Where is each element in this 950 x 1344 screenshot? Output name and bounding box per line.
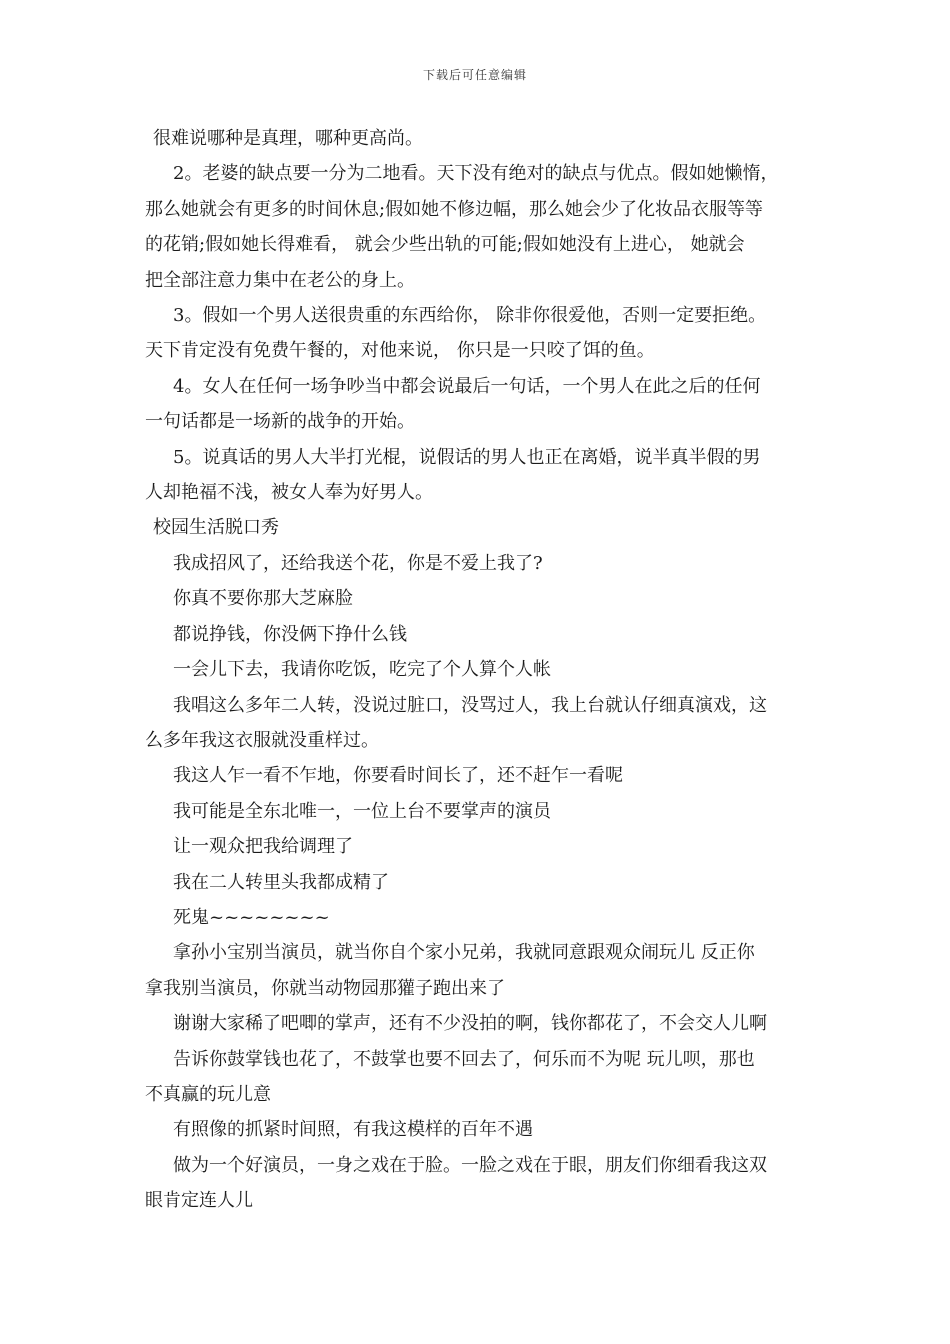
text-line: 有照像的抓紧时间照，有我这模样的百年不遇 (173, 1119, 533, 1141)
text-line: 人却艳福不浅，被女人奉为好男人。 (145, 482, 433, 504)
text-line: 谢谢大家稀了吧唧的掌声，还有不少没拍的啊，钱你都花了，不会交人儿啊 (173, 1013, 767, 1035)
text-line: 2。老婆的缺点要一分为二地看。天下没有绝对的缺点与优点。假如她懒惰， (173, 163, 779, 185)
text-line: 3。假如一个男人送很贵重的东西给你， 除非你很爱他，否则一定要拒绝。 (173, 305, 767, 327)
text-line: 眼肯定连人儿 (145, 1190, 253, 1212)
text-line: 把全部注意力集中在老公的身上。 (145, 269, 415, 291)
text-line: 不真赢的玩儿意 (145, 1083, 271, 1105)
text-line: 都说挣钱，你没俩下挣什么钱 (173, 623, 407, 645)
text-line: 的花销;假如她长得难看， 就会少些出轨的可能;假如她没有上进心， 她就会 (145, 234, 745, 256)
text-line: 很难说哪种是真理，哪种更高尚。 (153, 128, 423, 149)
text-line: 我成招风了，还给我送个花，你是不爱上我了? (173, 552, 543, 574)
text-line: 拿我别当演员，你就当动物园那獾子跑出来了 (145, 977, 505, 999)
text-line: 一句话都是一场新的战争的开始。 (145, 411, 415, 433)
text-line: 么多年我这衣服就没重样过。 (145, 729, 379, 751)
text-line: 拿孙小宝别当演员，就当你自个家小兄弟，我就同意跟观众闹玩儿 反正你 (173, 942, 755, 964)
document-body (145, 121, 820, 1219)
text-line: 我这人乍一看不乍地，你要看时间长了，还不赶乍一看呢 (173, 765, 623, 787)
text-line: 我在二人转里头我都成精了 (173, 871, 389, 893)
page-header: 下载后可任意编辑 (422, 68, 527, 82)
text-line: 做为一个好演员，一身之戏在于脸。一脸之戏在于眼，朋友们你细看我这双 (173, 1154, 767, 1176)
text-line: 那么她就会有更多的时间休息;假如她不修边幅，那么她会少了化妆品衣服等等 (145, 198, 764, 220)
text-line: 死鬼~~~~~~~~ (173, 906, 330, 928)
text-line: 我唱这么多年二人转，没说过脏口，没骂过人，我上台就认仔细真演戏，这 (173, 694, 767, 716)
text-line: 你真不要你那大芝麻脸 (173, 588, 353, 610)
text-line: 4。女人在任何一场争吵当中都会说最后一句话，一个男人在此之后的任何 (173, 375, 761, 397)
text-line: 告诉你鼓掌钱也花了，不鼓掌也要不回去了，何乐而不为呢 玩儿呗，那也 (173, 1048, 755, 1070)
text-line: 天下肯定没有免费午餐的，对他来说， 你只是一只咬了饵的鱼。 (145, 340, 655, 362)
text-line: 让一观众把我给调理了 (173, 836, 353, 858)
text-line: 5。说真话的男人大半打光棍，说假话的男人也正在离婚，说半真半假的男 (173, 446, 761, 468)
text-line: 我可能是全东北唯一，一位上台不要掌声的演员 (173, 800, 551, 822)
text-line: 一会儿下去，我请你吃饭，吃完了个人算个人帐 (173, 659, 551, 681)
section-title: 校园生活脱口秀 (153, 517, 279, 539)
